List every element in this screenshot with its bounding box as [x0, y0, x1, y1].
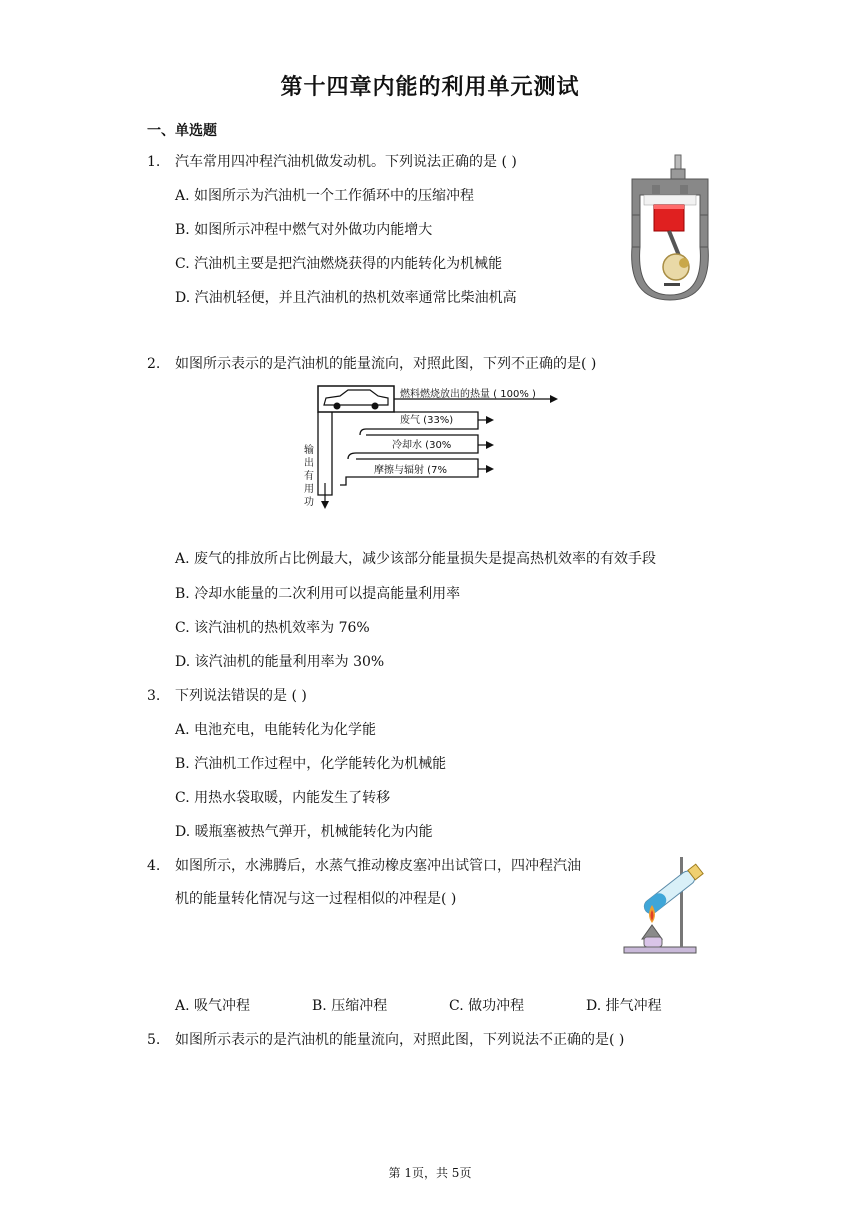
- question-4-stem-line-1: 如图所示，水沸腾后，水蒸气推动橡皮塞冲出试管口，四冲程汽油: [175, 858, 581, 874]
- question-3-stem: 下列说法错误的是 ( ): [175, 688, 307, 704]
- question-3-option-c: C. 用热水袋取暖，内能发生了转移: [175, 790, 391, 806]
- question-1-option-c: C. 汽油机主要是把汽油燃烧获得的内能转化为机械能: [175, 256, 503, 272]
- cooling-water-label: 冷却水 (30%: [392, 440, 452, 451]
- question-2-option-c: C. 该汽油机的热机效率为 76%: [175, 620, 370, 636]
- question-3-number: 3.: [147, 688, 161, 704]
- section-heading: 一、单选题: [147, 123, 217, 139]
- output-char-1: 输: [304, 445, 314, 456]
- question-4-stem-line-2: 机的能量转化情况与这一过程相似的冲程是( ): [175, 891, 457, 907]
- test-tube-boiling-figure: [620, 853, 720, 955]
- output-char-4: 用: [304, 484, 314, 495]
- question-5-number: 5.: [147, 1032, 161, 1048]
- engine-cylinder-figure: [630, 155, 710, 300]
- question-5-stem: 如图所示表示的是汽油机的能量流向，对照此图，下列说法不正确的是( ): [175, 1032, 625, 1048]
- question-4-option-b: B. 压缩冲程: [312, 998, 388, 1014]
- question-1-option-d: D. 汽油机轻便，并且汽油机的热机效率通常比柴油机高: [175, 290, 517, 306]
- page-title: 第十四章内能的利用单元测试: [280, 74, 580, 100]
- question-2-number: 2.: [147, 356, 161, 372]
- question-3-option-a: A. 电池充电，电能转化为化学能: [175, 722, 377, 738]
- exhaust-label: 废气 (33%): [400, 415, 454, 426]
- output-char-5: 功: [304, 497, 314, 508]
- question-4-number: 4.: [147, 858, 161, 874]
- output-char-2: 出: [304, 458, 314, 469]
- question-3-option-b: B. 汽油机工作过程中，化学能转化为机械能: [175, 756, 447, 772]
- page-footer: 第 1页，共 5页: [388, 1166, 472, 1180]
- question-3-option-d: D. 暖瓶塞被热气弹开，机械能转化为内能: [175, 824, 433, 840]
- question-2-option-d: D. 该汽油机的能量利用率为 30%: [175, 654, 385, 670]
- question-4-option-a: A. 吸气冲程: [175, 998, 251, 1014]
- question-1-stem: 汽车常用四冲程汽油机做发动机。下列说法正确的是 ( ): [175, 154, 517, 170]
- question-1-option-b: B. 如图所示冲程中燃气对外做功内能增大: [175, 222, 433, 238]
- question-1-number: 1.: [147, 154, 161, 170]
- question-2-option-b: B. 冷却水能量的二次利用可以提高能量利用率: [175, 586, 461, 602]
- question-4-option-d: D. 排气冲程: [586, 998, 662, 1014]
- fuel-heat-label: 燃料燃烧放出的热量 ( 100% ): [400, 389, 536, 400]
- friction-radiation-label: 摩擦与辐射 (7%: [374, 465, 447, 476]
- question-4-option-c: C. 做功冲程: [449, 998, 525, 1014]
- question-2-stem: 如图所示表示的是汽油机的能量流向，对照此图，下列不正确的是( ): [175, 356, 597, 372]
- output-char-3: 有: [304, 471, 314, 482]
- car-icon: [318, 386, 394, 412]
- question-1-option-a: A. 如图所示为汽油机一个工作循环中的压缩冲程: [175, 188, 475, 204]
- energy-flow-diagram: [300, 383, 570, 513]
- question-2-option-a: A. 废气的排放所占比例最大，减少该部分能量损失是提高热机效率的有效手段: [175, 551, 657, 567]
